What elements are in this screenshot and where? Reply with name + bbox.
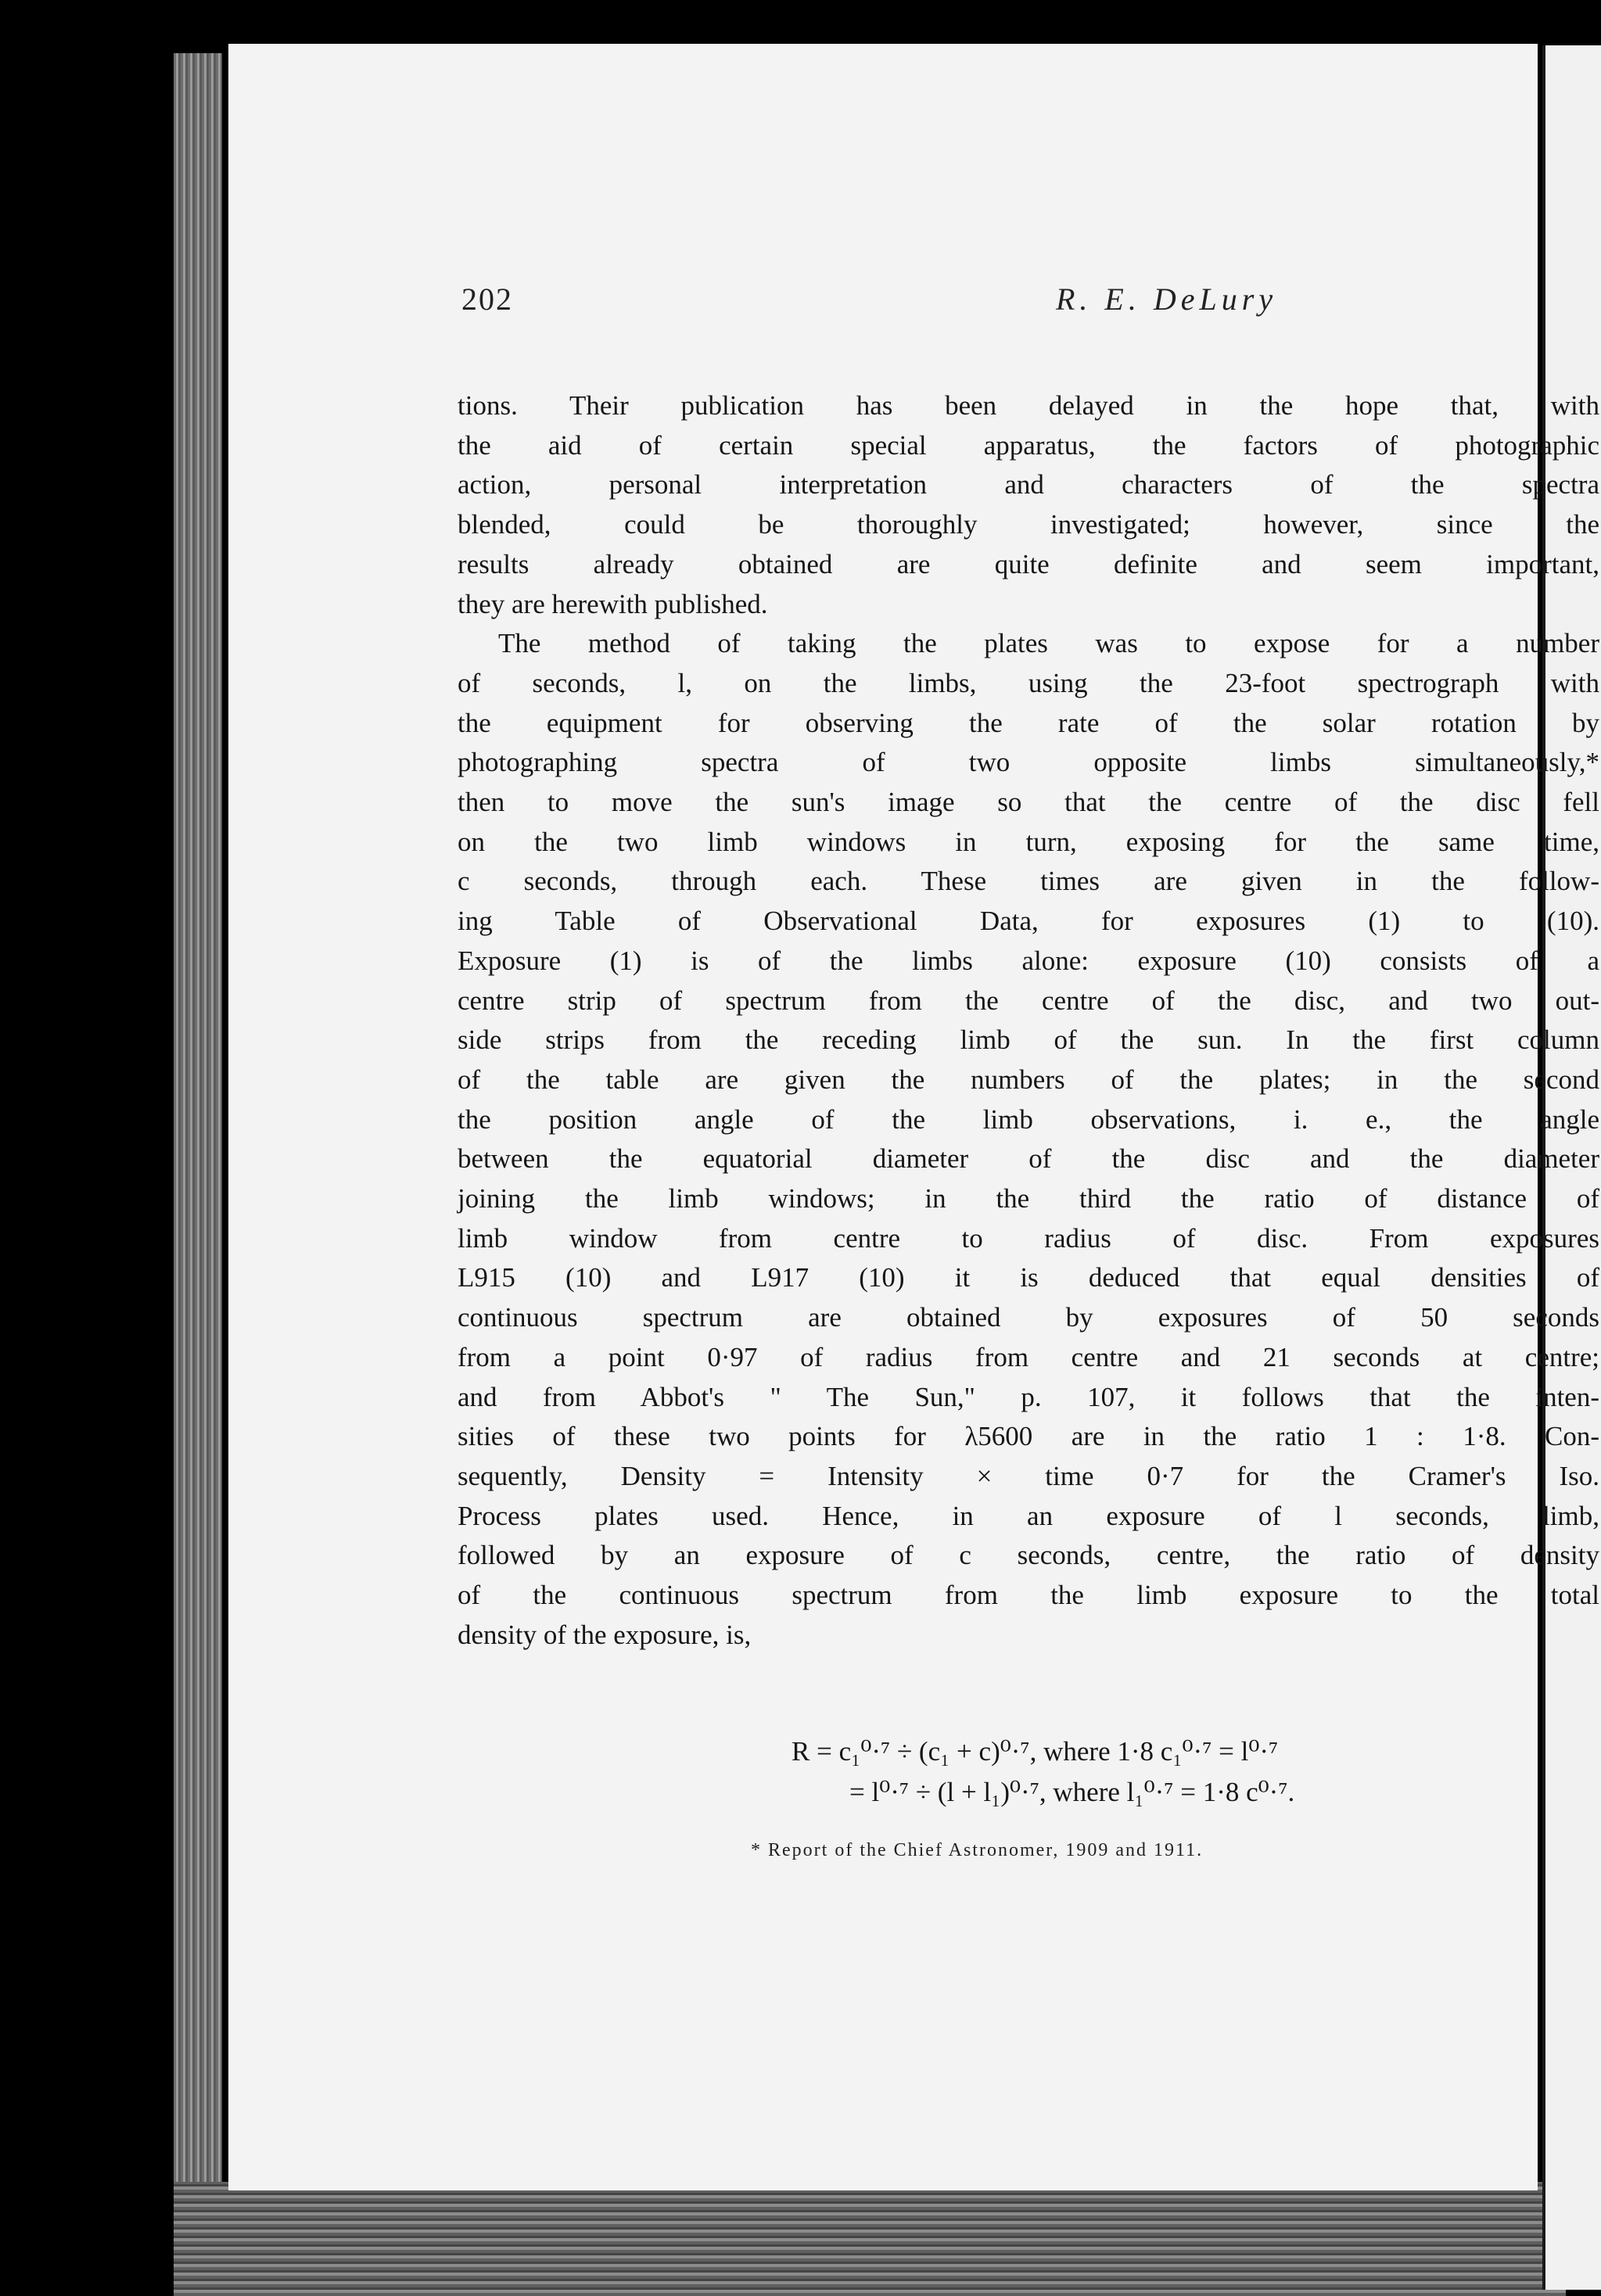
equation-block (792, 1731, 1294, 1813)
text-line: density of the exposure, is, (458, 1619, 752, 1650)
text-line: sities of these two points for λ5600 are in the ratio 1 : 1·8. Con- (458, 1421, 1599, 1452)
text-line: action, personal interpretation and characters of the spectra (458, 469, 1599, 500)
running-head: R. E. DeLury (1056, 282, 1278, 317)
scan-left-edge (174, 53, 222, 2296)
text-line: on the two limb windows in turn, exposing for the same time, (458, 826, 1599, 857)
footnote: * Report of the Chief Astronomer, 1909 and 1911. (751, 1840, 1204, 1860)
text-line: centre strip of spectrum from the centre of the disc, and two out- (458, 985, 1599, 1016)
document-page (228, 44, 1599, 2190)
text-line: of seconds, l, on the limbs, using the 23-foot spectrograph with (458, 667, 1599, 698)
text-line: the equipment for observing the rate of the solar rotation by (458, 707, 1599, 738)
text-line: c seconds, through each. These times are given in the follow- (458, 866, 1599, 897)
text-line: tions. Their publication has been delayed in the hope that, with (458, 390, 1599, 421)
body-text (458, 386, 1599, 1656)
equation-line: R = c₁⁰·⁷ ÷ (c₁ + c)⁰·⁷, where 1·8 c₁⁰·⁷ = l⁰·⁷ (792, 1736, 1279, 1767)
page-number: 202 (461, 282, 513, 317)
text-line: results already obtained are quite definite and seem important, (458, 548, 1599, 579)
text-line: from a point 0·97 of radius from centre and 21 seconds at centre; (458, 1341, 1599, 1372)
text-line: limb window from centre to radius of disc. From exposures (458, 1222, 1599, 1254)
text-line: then to move the sun's image so that the centre of the disc fell (458, 787, 1599, 818)
text-line: The method of taking the plates was to expose for a number (498, 628, 1599, 659)
paragraph-2 (458, 624, 1599, 1655)
text-line: Exposure (1) is of the limbs alone: exposure (10) consists of a (458, 945, 1599, 976)
text-line: followed by an exposure of c seconds, centre, the ratio of density (458, 1540, 1599, 1571)
text-line: joining the limb windows; in the third the ratio of distance of (458, 1183, 1599, 1214)
text-line: continuous spectrum are obtained by exposures of 50 seconds (458, 1302, 1599, 1333)
scan-bottom-edge (174, 2182, 1566, 2296)
text-line: L915 (10) and L917 (10) it is deduced that equal densities of (458, 1262, 1599, 1293)
text-line: Process plates used. Hence, in an exposure of l seconds, limb, (458, 1500, 1599, 1531)
equation-line: = l⁰·⁷ ÷ (l + l₁)⁰·⁷, where l₁⁰·⁷ = 1·8 c⁰·⁷. (849, 1777, 1295, 1807)
text-line: ing Table of Observational Data, for exposures (1) to (10). (458, 906, 1599, 937)
text-line: and from Abbot's " The Sun," p. 107, it follows that the inten- (458, 1381, 1599, 1412)
text-line: the position angle of the limb observations, i. e., the angle (458, 1103, 1599, 1135)
text-line: they are herewith published. (458, 588, 768, 619)
text-line: side strips from the receding limb of the sun. In the first column (458, 1024, 1599, 1056)
text-line: photographing spectra of two opposite limbs simultaneously,* (458, 747, 1599, 778)
page-header (228, 281, 1538, 328)
text-line: of the continuous spectrum from the limb exposure to the total (458, 1580, 1599, 1611)
text-line: of the table are given the numbers of the plates; in the second (458, 1064, 1599, 1095)
text-line: the aid of certain special apparatus, the factors of photographic (458, 429, 1599, 461)
text-line: between the equatorial diameter of the disc and the diameter (458, 1143, 1599, 1175)
text-line: blended, could be thoroughly investigated; however, since the (458, 509, 1599, 540)
paragraph-1 (458, 386, 1599, 624)
text-line: sequently, Density = Intensity × time 0·7 for the Cramer's Iso. (458, 1460, 1599, 1491)
